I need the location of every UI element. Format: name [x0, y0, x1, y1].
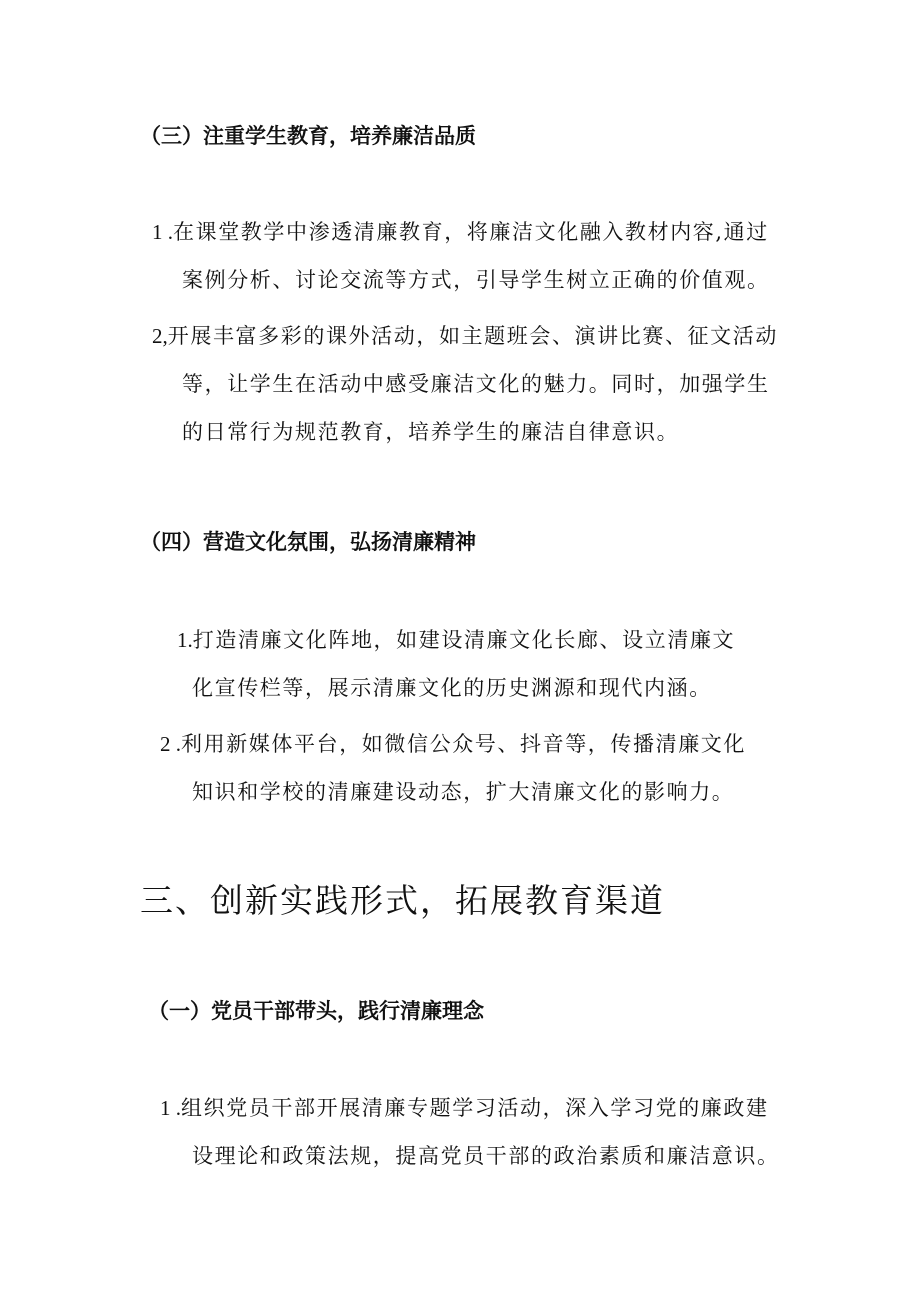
paragraph-line: [177, 624, 735, 654]
paragraph-line: 等，让学生在活动中感受廉洁文化的魅力。同时，加强学生: [182, 372, 770, 396]
list-number: 1 .: [152, 220, 173, 244]
line-text: 利用新媒体平台，如微信公众号、抖音等，传播清廉文化: [181, 732, 746, 756]
line-text: 组织党员干部开展清廉专题学习活动，深入学习党的廉政建: [181, 1096, 769, 1120]
section-heading-4: （四）营造文化氛围，弘扬清廉精神: [140, 530, 476, 554]
paragraph-line: [152, 216, 769, 246]
subsection-heading-1: （一）党员干部带头，践行清廉理念: [148, 999, 484, 1023]
paragraph-line: 化宣传栏等，展示清廉文化的历史渊源和现代内涵。: [192, 676, 712, 700]
list-number: 1.: [177, 628, 193, 652]
paragraph-line: 案例分析、讨论交流等方式，引导学生树立正确的价值观。: [182, 268, 770, 292]
part-title-3: 三、创新实践形式，拓展教育渠道: [140, 881, 665, 920]
section-heading-3: （三）注重学生教育，培养廉洁品质: [140, 124, 476, 148]
paragraph-line: [152, 320, 778, 350]
paragraph-line: 的日常行为规范教育，培养学生的廉洁自律意识。: [182, 420, 680, 444]
paragraph-line: [160, 728, 746, 758]
list-number: 2 .: [160, 732, 181, 756]
line-text: 开展丰富多彩的课外活动，如主题班会、演讲比赛、征文活动: [167, 324, 778, 348]
list-number: 1 .: [160, 1096, 181, 1120]
paragraph-line: [160, 1092, 769, 1122]
line-text: 打造清廉文化阵地，如建设清廉文化长廊、设立清廉文: [192, 628, 736, 652]
line-text: 在课堂教学中渗透清廉教育，将廉洁文化融入教材内容,通过: [173, 220, 769, 244]
paragraph-line: 知识和学校的清廉建设动态，扩大清廉文化的影响力。: [192, 780, 735, 804]
list-number: 2,: [152, 324, 168, 348]
paragraph-line: 设理论和政策法规，提高党员干部的政治素质和廉洁意识。: [192, 1144, 780, 1168]
